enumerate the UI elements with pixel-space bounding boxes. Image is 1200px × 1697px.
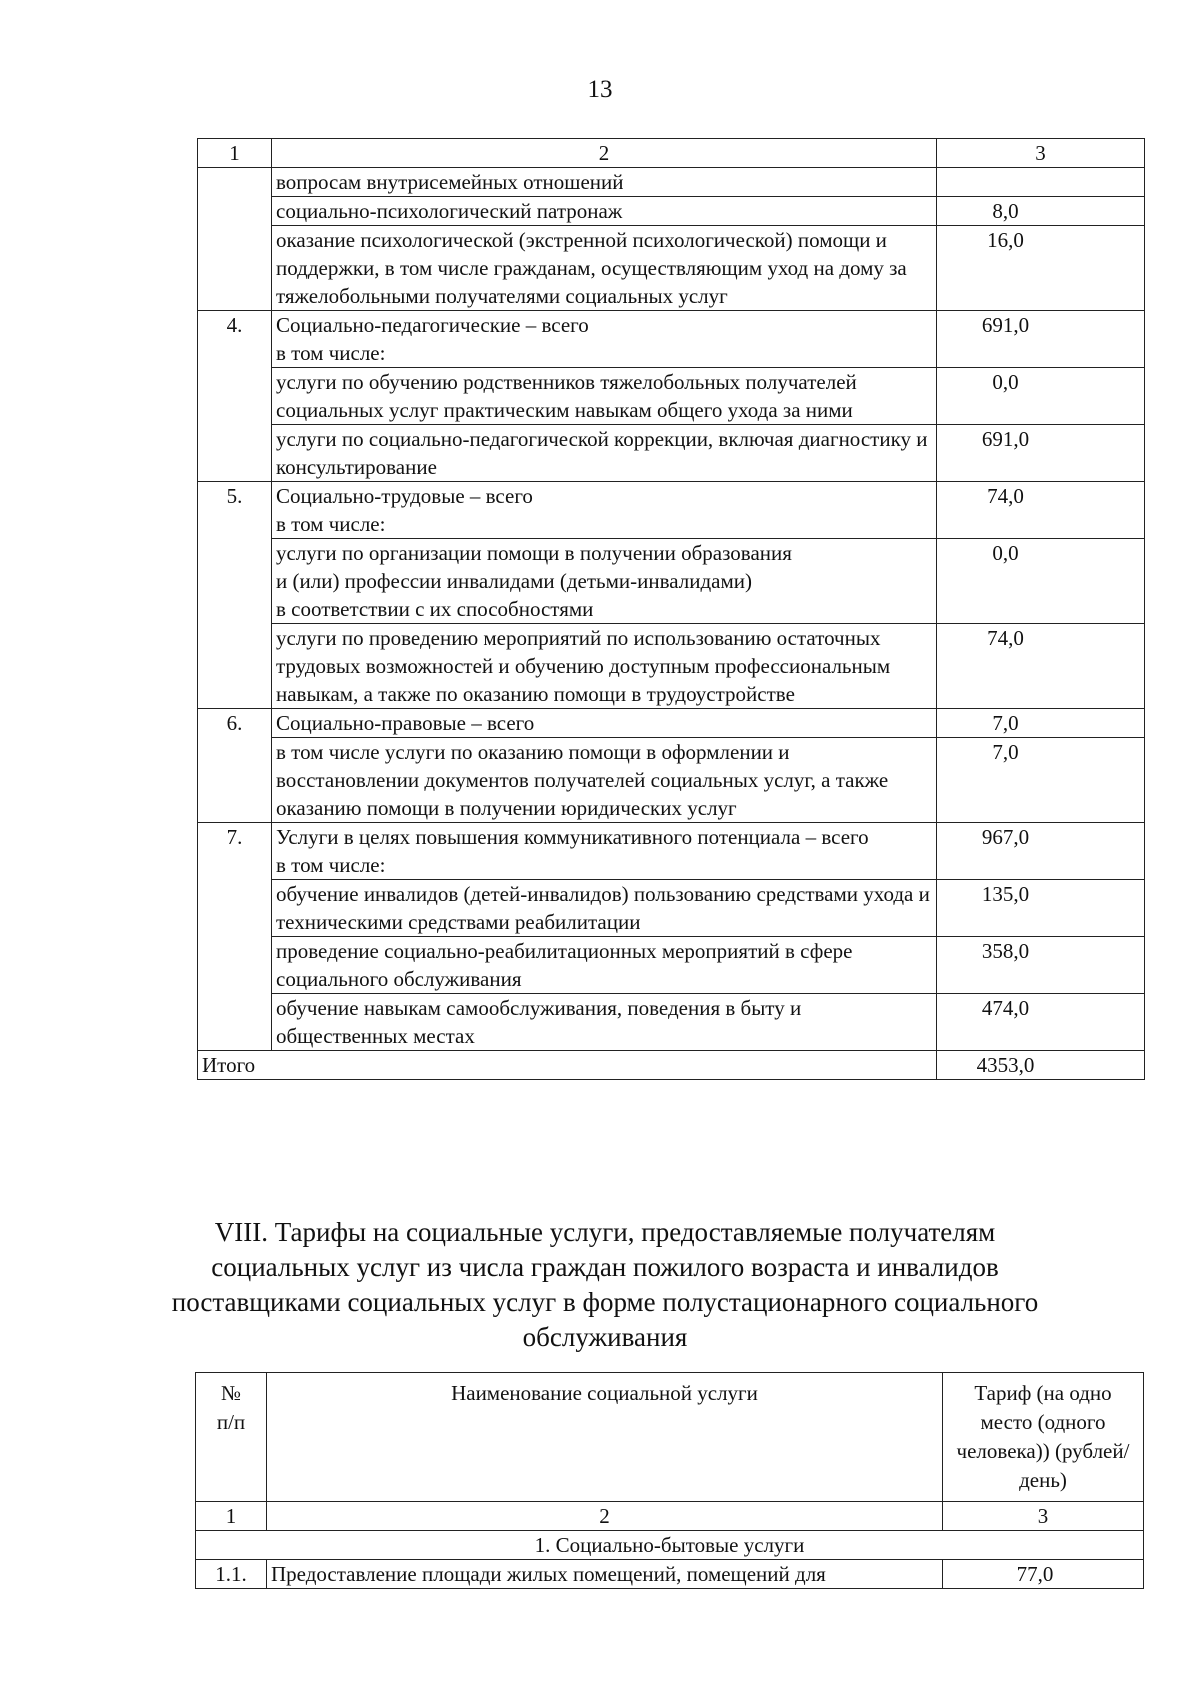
tariff-table-semistationary — [195, 1372, 1144, 1589]
row-service-name: оказание психологической (экстренной психологической) помощи и поддержки, в том числе гражданам, осуществляющим уход на дому за тяжелобольными получателями социальных услуг — [272, 226, 937, 311]
row-service-name: Социально-педагогические – всего в том числе: — [272, 311, 937, 368]
column-header-number: № п/п — [196, 1373, 267, 1502]
row-number — [198, 168, 272, 197]
row-number — [198, 994, 272, 1051]
header-col-3: 3 — [937, 139, 1145, 168]
row-service-name: Социально-правовые – всего — [272, 709, 937, 738]
table-row — [198, 197, 1145, 226]
row-value: 358,0 — [937, 937, 1145, 994]
row-number — [198, 197, 272, 226]
row-service-name: обучение навыкам самообслуживания, поведения в быту и общественных местах — [272, 994, 937, 1051]
row-number — [198, 738, 272, 823]
tariff-table-continued — [197, 138, 1145, 1080]
row-number: 4. — [198, 311, 272, 368]
table-row — [198, 425, 1145, 482]
row-service-name: услуги по проведению мероприятий по использованию остаточных трудовых возможностей и обучению доступным профессиональным навыкам, а также по оказанию помощи в трудоустройстве — [272, 624, 937, 709]
page-number: 13 — [587, 76, 613, 103]
row-value: 135,0 — [937, 880, 1145, 937]
column-index-row — [196, 1502, 1144, 1531]
table-header-row — [198, 139, 1145, 168]
table-row — [198, 311, 1145, 368]
row-number: 6. — [198, 709, 272, 738]
table-row — [198, 823, 1145, 880]
row-value: 7,0 — [937, 738, 1145, 823]
row-service-name: социально-психологический патронаж — [272, 197, 937, 226]
row-number — [198, 937, 272, 994]
row-value: 7,0 — [937, 709, 1145, 738]
table-row — [198, 880, 1145, 937]
column-header-tariff: Тариф (на одно место (одного человека)) (рублей/день) — [943, 1373, 1144, 1502]
row-service-name: Предоставление площади жилых помещений, помещений для — [267, 1560, 943, 1589]
row-service-name: обучение инвалидов (детей-инвалидов) пользованию средствами ухода и техническими средствами реабилитации — [272, 880, 937, 937]
row-value: 74,0 — [937, 482, 1145, 539]
row-number — [198, 539, 272, 624]
total-row — [198, 1051, 1145, 1080]
table-row — [198, 226, 1145, 311]
row-value — [937, 168, 1145, 197]
table-row — [198, 368, 1145, 425]
section-title: VIII. Тарифы на социальные услуги, предоставляемые получателям социальных услуг из числа граждан пожилого возраста и инвалидов поставщиками социальных услуг в форме полустационарного социального обслуживания — [171, 1217, 1039, 1352]
index-col-2: 2 — [267, 1502, 943, 1531]
row-number: 1.1. — [196, 1560, 267, 1589]
index-col-1: 1 — [196, 1502, 267, 1531]
table-row — [198, 738, 1145, 823]
row-value: 0,0 — [937, 539, 1145, 624]
group-row — [196, 1531, 1144, 1560]
row-service-name: услуги по социально-педагогической коррекции, включая диагностику и консультирование — [272, 425, 937, 482]
table-row — [198, 482, 1145, 539]
row-number — [198, 425, 272, 482]
group-title: 1. Социально-бытовые услуги — [196, 1531, 1144, 1560]
total-value: 4353,0 — [937, 1051, 1145, 1080]
row-service-name: Социально-трудовые – всего в том числе: — [272, 482, 937, 539]
row-value: 0,0 — [937, 368, 1145, 425]
row-value: 474,0 — [937, 994, 1145, 1051]
row-number: 7. — [198, 823, 272, 880]
row-tariff-value: 77,0 — [943, 1560, 1144, 1589]
table-row — [198, 624, 1145, 709]
table-row — [198, 539, 1145, 624]
table-header-row — [196, 1373, 1144, 1502]
table-row — [198, 168, 1145, 197]
table-row — [198, 709, 1145, 738]
row-number: 5. — [198, 482, 272, 539]
total-label: Итого — [198, 1051, 937, 1080]
column-header-service-name: Наименование социальной услуги — [267, 1373, 943, 1502]
index-col-3: 3 — [943, 1502, 1144, 1531]
row-value: 691,0 — [937, 311, 1145, 368]
header-col-1: 1 — [198, 139, 272, 168]
row-service-name: услуги по обучению родственников тяжелобольных получателей социальных услуг практическим навыкам общего ухода за ними — [272, 368, 937, 425]
table-row — [196, 1560, 1144, 1589]
row-service-name: в том числе услуги по оказанию помощи в оформлении и восстановлении документов получателей социальных услуг, а также оказанию помощи в получении юридических услуг — [272, 738, 937, 823]
row-service-name: услуги по организации помощи в получении образования и (или) профессии инвалидами (детьми-инвалидами) в соответствии с их способностями — [272, 539, 937, 624]
row-value: 8,0 — [937, 197, 1145, 226]
row-number — [198, 368, 272, 425]
row-service-name: вопросам внутрисемейных отношений — [272, 168, 937, 197]
row-number — [198, 880, 272, 937]
row-value: 74,0 — [937, 624, 1145, 709]
table-row — [198, 937, 1145, 994]
row-value: 967,0 — [937, 823, 1145, 880]
table-row — [198, 994, 1145, 1051]
row-service-name: проведение социально-реабилитационных мероприятий в сфере социального обслуживания — [272, 937, 937, 994]
row-value: 691,0 — [937, 425, 1145, 482]
row-service-name: Услуги в целях повышения коммуникативного потенциала – всего в том числе: — [272, 823, 937, 880]
row-number — [198, 624, 272, 709]
row-number — [198, 226, 272, 311]
row-value: 16,0 — [937, 226, 1145, 311]
header-col-2: 2 — [272, 139, 937, 168]
